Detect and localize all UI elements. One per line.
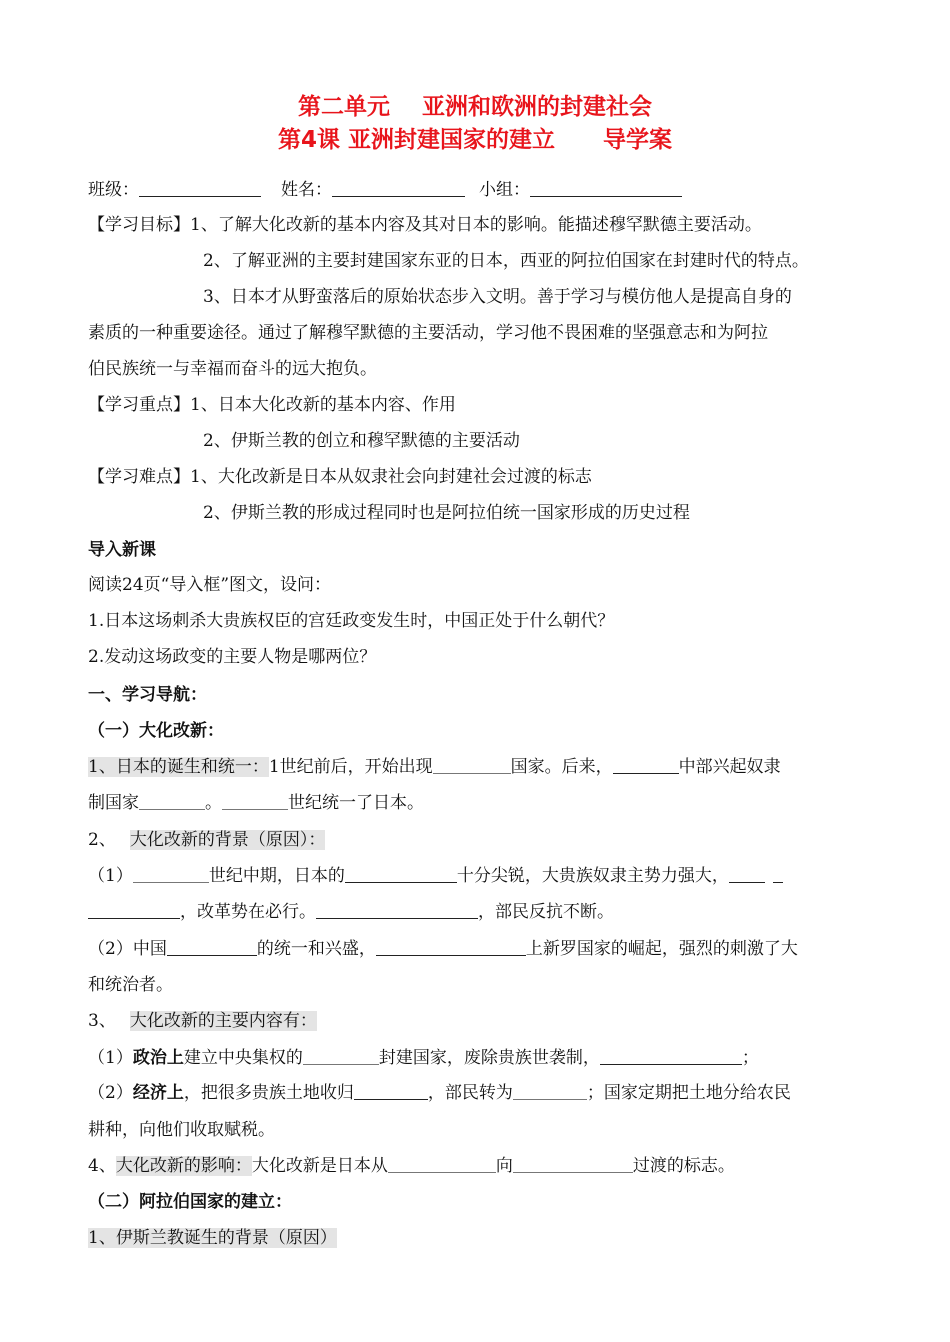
taika-s3-heading <box>88 1009 317 1033</box>
text-fragment: 上新罗国家的崛起，强烈的刺激了大 <box>525 939 798 959</box>
answer-blank[interactable] <box>513 1154 633 1173</box>
taika-s3-p1 <box>88 1046 759 1070</box>
text-fragment: （2） <box>88 1083 133 1103</box>
goals-row-1 <box>88 213 762 237</box>
answer-blank[interactable] <box>88 900 180 919</box>
taika-s2-p2-row-2: 和统治者。 <box>88 975 173 995</box>
answer-blank[interactable] <box>376 937 526 956</box>
answer-blank[interactable] <box>600 1046 742 1065</box>
intro-question-1: 1.日本这场刺杀大贵族权臣的宫廷政变发生时，中国正处于什么朝代？ <box>88 611 615 631</box>
answer-blank[interactable] <box>167 937 257 956</box>
answer-blank[interactable] <box>222 791 288 810</box>
text-fragment: 的统一和兴盛， <box>256 939 376 959</box>
text-fragment: 过渡的标志。 <box>632 1156 735 1176</box>
taika-s2-p1-row-2 <box>88 900 614 924</box>
taika-reform-heading: （一）大化改新： <box>88 721 224 741</box>
lesson-title: 第4课 亚洲封建国家的建立 导学案 <box>277 127 673 153</box>
taika-s4 <box>88 1154 735 1178</box>
difficult-point-item: 2、伊斯兰教的形成过程同时也是阿拉伯统一国家形成的历史过程 <box>203 503 690 523</box>
text-fragment: 建立中央集权的 <box>183 1048 303 1068</box>
text-fragment: 封建国家，废除贵族世袭制， <box>378 1048 600 1068</box>
answer-blank[interactable] <box>773 864 783 883</box>
answer-blank[interactable] <box>316 900 478 919</box>
text-fragment: ，部民反抗不断。 <box>478 902 614 922</box>
arab-state-heading: （二）阿拉伯国家的建立： <box>88 1192 292 1212</box>
class-blank[interactable] <box>139 178 261 197</box>
name-blank[interactable] <box>332 178 465 197</box>
taika-s1-row-1 <box>88 755 781 779</box>
answer-blank[interactable] <box>613 755 679 774</box>
taika-s2-p2-row-1 <box>88 937 798 961</box>
text-fragment: ，部民转为 <box>427 1083 513 1103</box>
text-fragment: 制国家 <box>88 793 139 813</box>
answer-blank[interactable] <box>139 791 205 810</box>
answer-blank[interactable] <box>133 864 209 883</box>
text-fragment: 向 <box>495 1156 513 1176</box>
answer-blank[interactable] <box>345 864 457 883</box>
text-fragment: （2）中国 <box>88 939 167 959</box>
answer-blank[interactable] <box>513 1081 587 1100</box>
answer-blank[interactable] <box>433 755 511 774</box>
taika-s3-p2-row-1 <box>88 1081 791 1105</box>
intro-reading: 阅读24页“导入框”图文，设问： <box>88 575 332 595</box>
text-fragment: ；国家定期把土地分给农民 <box>586 1083 791 1103</box>
group-blank[interactable] <box>530 178 682 197</box>
text-fragment: 世纪中期，日本的 <box>208 866 345 886</box>
text-fragment: ，把很多贵族土地收归 <box>183 1083 354 1103</box>
text-fragment: （1） <box>88 1048 133 1068</box>
keyword-economy: 经济上 <box>132 1083 184 1103</box>
item-number: 2、 <box>88 830 116 850</box>
text-fragment: ，改革势在必行。 <box>180 902 316 922</box>
taika-s1-label: 1、日本的诞生和统一： <box>88 757 269 777</box>
difficult-points-label: 【学习难点】 <box>88 467 190 487</box>
text-fragment: 大化改新是日本从 <box>251 1156 388 1176</box>
text-fragment: 1世纪前后，开始出现 <box>268 757 433 777</box>
text-fragment: （1） <box>88 866 133 886</box>
key-points-row-1 <box>88 393 456 417</box>
key-point-item: 1、日本大化改新的基本内容、作用 <box>190 395 456 415</box>
taika-s2-p1-row-1 <box>88 864 783 888</box>
name-label: 姓名： <box>281 180 332 200</box>
keyword-politics: 政治上 <box>132 1048 184 1068</box>
goal-item-continued: 伯民族统一与幸福而奋斗的远大抱负。 <box>88 359 377 379</box>
taika-s2-label: 大化改新的背景（原因）： <box>129 830 326 850</box>
key-point-item: 2、伊斯兰教的创立和穆罕默德的主要活动 <box>203 431 520 451</box>
goal-item-continued: 素质的一种重要途径。通过了解穆罕默德的主要活动，学习他不畏困难的坚强意志和为阿拉 <box>88 323 768 343</box>
text-fragment: 。 <box>205 793 222 813</box>
student-info-row <box>88 178 682 202</box>
text-fragment: 世纪统一了日本。 <box>288 793 424 813</box>
learning-nav-heading: 一、学习导航： <box>88 685 207 705</box>
difficult-points-row-1 <box>88 465 592 489</box>
key-points-label: 【学习重点】 <box>88 395 190 415</box>
taika-s3-p2-row-2: 耕种，向他们收取赋税。 <box>88 1120 275 1140</box>
taika-s4-label: 大化改新的影响： <box>115 1156 252 1176</box>
taika-s1-row-2 <box>88 791 424 815</box>
goal-item: 2、了解亚洲的主要封建国家东亚的日本，西亚的阿拉伯国家在封建时代的特点。 <box>203 251 809 271</box>
text-fragment: 十分尖锐，大贵族奴隶主势力强大， <box>456 866 729 886</box>
difficult-point-item: 1、大化改新是日本从奴隶社会向封建社会过渡的标志 <box>190 467 592 487</box>
arab-s1 <box>88 1226 337 1250</box>
answer-blank[interactable] <box>354 1081 428 1100</box>
item-number: 4、 <box>88 1156 116 1176</box>
class-label: 班级： <box>88 180 139 200</box>
answer-blank[interactable] <box>729 864 765 883</box>
answer-blank[interactable] <box>303 1046 379 1065</box>
item-number: 3、 <box>88 1011 116 1031</box>
taika-s2-heading <box>88 828 325 852</box>
text-fragment: 国家。后来， <box>510 757 613 777</box>
unit-title: 第二单元 亚洲和欧洲的封建社会 <box>297 94 653 120</box>
text-fragment: ； <box>741 1048 759 1068</box>
arab-s1-label: 1、伊斯兰教诞生的背景（原因） <box>88 1228 337 1248</box>
answer-blank[interactable] <box>388 1154 496 1173</box>
group-label: 小组： <box>479 180 530 200</box>
goal-item: 3、日本才从野蛮落后的原始状态步入文明。善于学习与模仿他人是提高自身的 <box>203 287 792 307</box>
text-fragment: 中部兴起奴隶 <box>678 757 781 777</box>
intro-heading: 导入新课 <box>88 540 156 560</box>
taika-s3-label: 大化改新的主要内容有： <box>129 1011 317 1031</box>
goal-item: 1、了解大化改新的基本内容及其对日本的影响。能描述穆罕默德主要活动。 <box>190 215 762 235</box>
intro-question-2: 2.发动这场政变的主要人物是哪两位？ <box>88 647 377 667</box>
goals-label: 【学习目标】 <box>88 215 190 235</box>
